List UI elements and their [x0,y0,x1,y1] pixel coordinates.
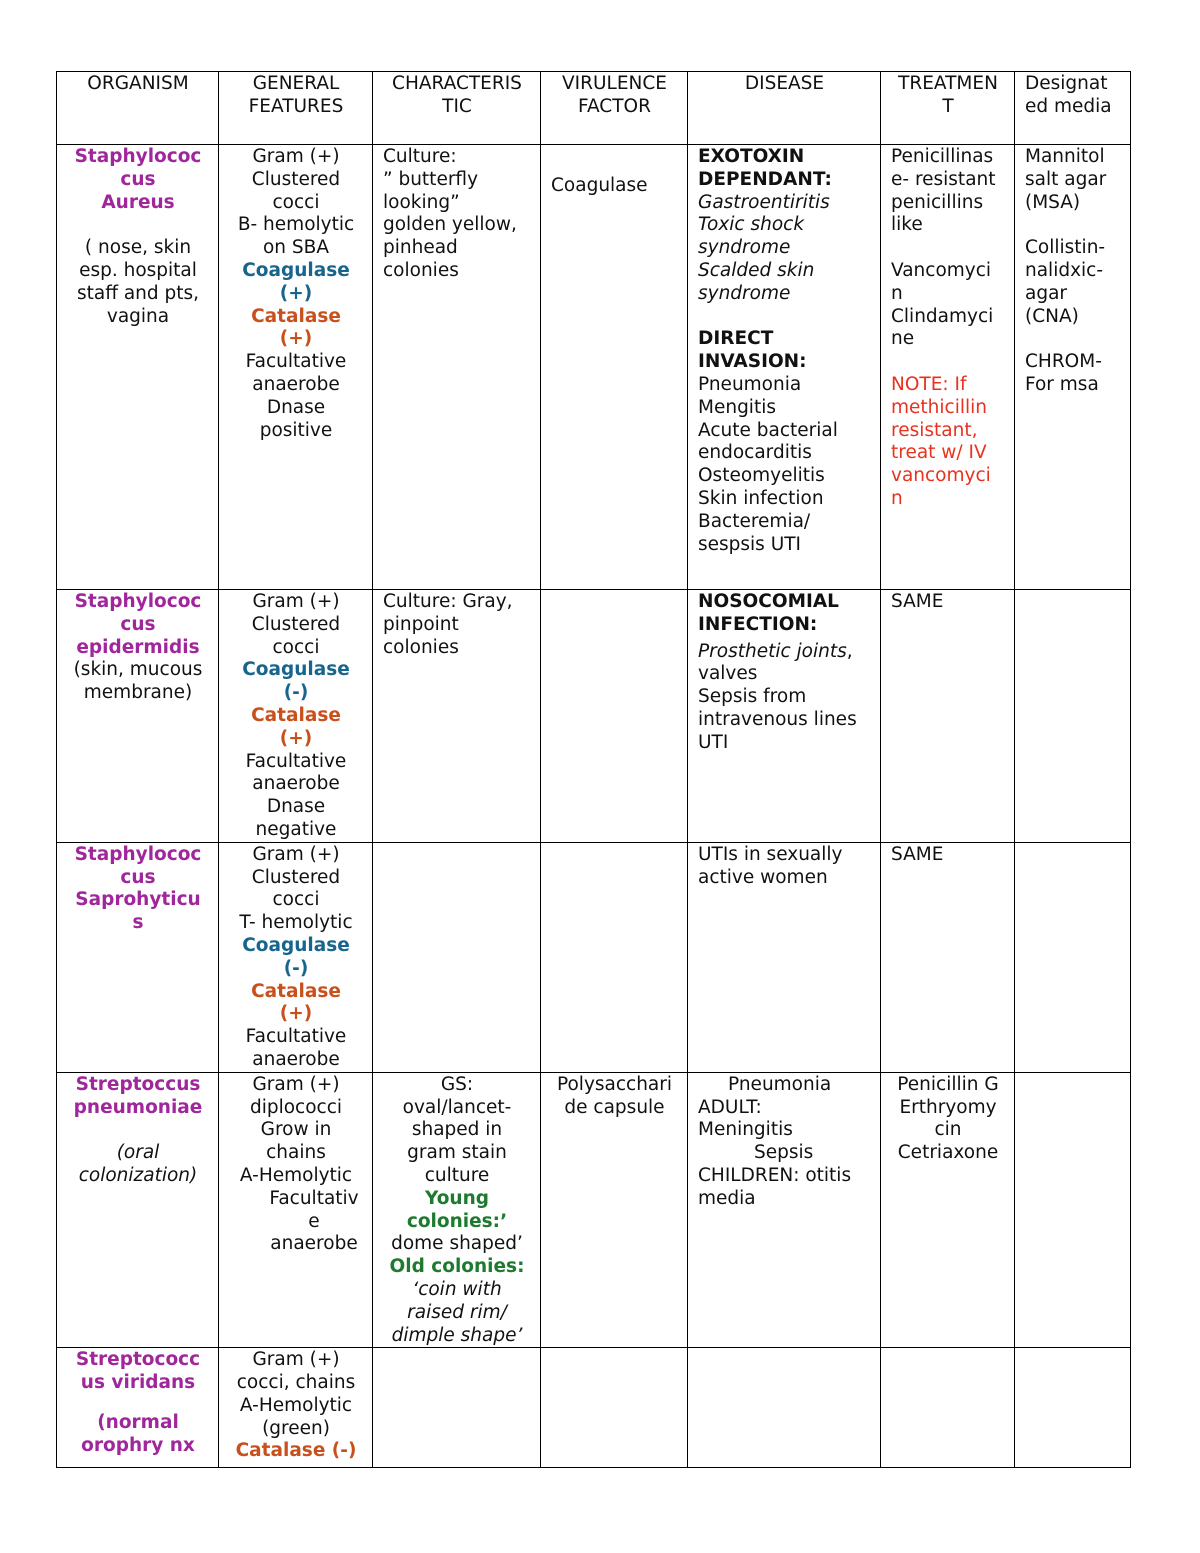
disease-cell [688,1348,881,1468]
general-features-cell: Gram (+) Clustered cocci Coagulase (-) Catalase (+) Facultative anaerobe Dnase negative [219,590,373,843]
header-organism: ORGANISM [57,72,219,145]
characteristic-cell [373,1348,541,1468]
general-features-cell: Gram (+) Clustered cocci B- hemolytic on SBA Coagulase (+) Catalase (+) Facultative anaerobe Dnase positive [219,145,373,590]
virulence-factor-cell [541,590,688,843]
media-cell [1015,1348,1131,1468]
disease-cell: NOSOCOMIAL INFECTION: Prosthetic joints, valves Sepsis from intravenous lines UTI [688,590,881,843]
header-designated-media: Designat ed media [1015,72,1131,145]
media-cell: Mannitol salt agar (MSA) Collistin- nalidxic- agar (CNA) CHROM- For msa [1015,145,1131,590]
treatment-cell: SAME [881,842,1015,1072]
header-characteristic: CHARACTERIS TIC [373,72,541,145]
organism-cell: Staphylococ cus Aureus ( nose, skin esp. hospital staff and pts, vagina [57,145,219,590]
table-row [57,1348,1131,1468]
characteristic-cell [373,842,541,1072]
treatment-cell: SAME [881,590,1015,843]
treatment-cell: Penicillinas e- resistant penicillins like Vancomyci n Clindamyci ne NOTE: If methicillin resistant, treat w/ IV vancomyci n [881,145,1015,590]
virulence-factor-cell: Coagulase [541,145,688,590]
header-disease: DISEASE [688,72,881,145]
media-cell [1015,842,1131,1072]
header-row [57,72,1131,145]
organism-cell: Staphylococ cus Saprohyticu s [57,842,219,1072]
organism-table [56,71,1131,1468]
organism-cell: Streptoccus pneumoniae (oral colonization) [57,1072,219,1348]
table-row [57,145,1131,590]
media-cell [1015,590,1131,843]
table-row [57,590,1131,843]
disease-cell: EXOTOXIN DEPENDANT: Gastroentiritis Toxic shock syndrome Scalded skin syndrome DIRECT INVASION: Pneumonia Mengitis Acute bacterial endocarditis Osteomyelitis Skin infection Bacteremia/ sespsis UTI [688,145,881,590]
virulence-factor-cell [541,842,688,1072]
disease-cell: UTIs in sexually active women [688,842,881,1072]
virulence-factor-cell [541,1348,688,1468]
characteristic-cell: Culture: Gray, pinpoint colonies [373,590,541,843]
characteristic-cell: Culture: ” butterfly looking” golden yellow, pinhead colonies [373,145,541,590]
table-row [57,1072,1131,1348]
header-virulence-factor: VIRULENCE FACTOR [541,72,688,145]
disease-cell: Pneumonia ADULT: Meningitis Sepsis CHILDREN: otitis media [688,1072,881,1348]
general-features-cell: Gram (+) cocci, chains A-Hemolytic (green) Catalase (-) [219,1348,373,1468]
media-cell [1015,1072,1131,1348]
virulence-factor-cell: Polysacchari de capsule [541,1072,688,1348]
general-features-cell: Gram (+) Clustered cocci T- hemolytic Coagulase (-) Catalase (+) Facultative anaerobe [219,842,373,1072]
header-general-features: GENERAL FEATURES [219,72,373,145]
characteristic-cell: GS: oval/lancet- shaped in gram stain culture Young colonies:’ dome shaped’ Old colonies: ‘coin with raised rim/ dimple shape’ [373,1072,541,1348]
organism-cell: Staphylococ cus epidermidis (skin, mucous membrane) [57,590,219,843]
table-row [57,842,1131,1072]
organism-cell: Streptococc us viridans (normal orophry nx [57,1348,219,1468]
general-features-cell: Gram (+) diplococci Grow in chains A-Hemolytic Facultativ e anaerobe [219,1072,373,1348]
header-treatment: TREATMEN T [881,72,1015,145]
treatment-cell [881,1348,1015,1468]
treatment-cell: Penicillin G Erthryomy cin Cetriaxone [881,1072,1015,1348]
